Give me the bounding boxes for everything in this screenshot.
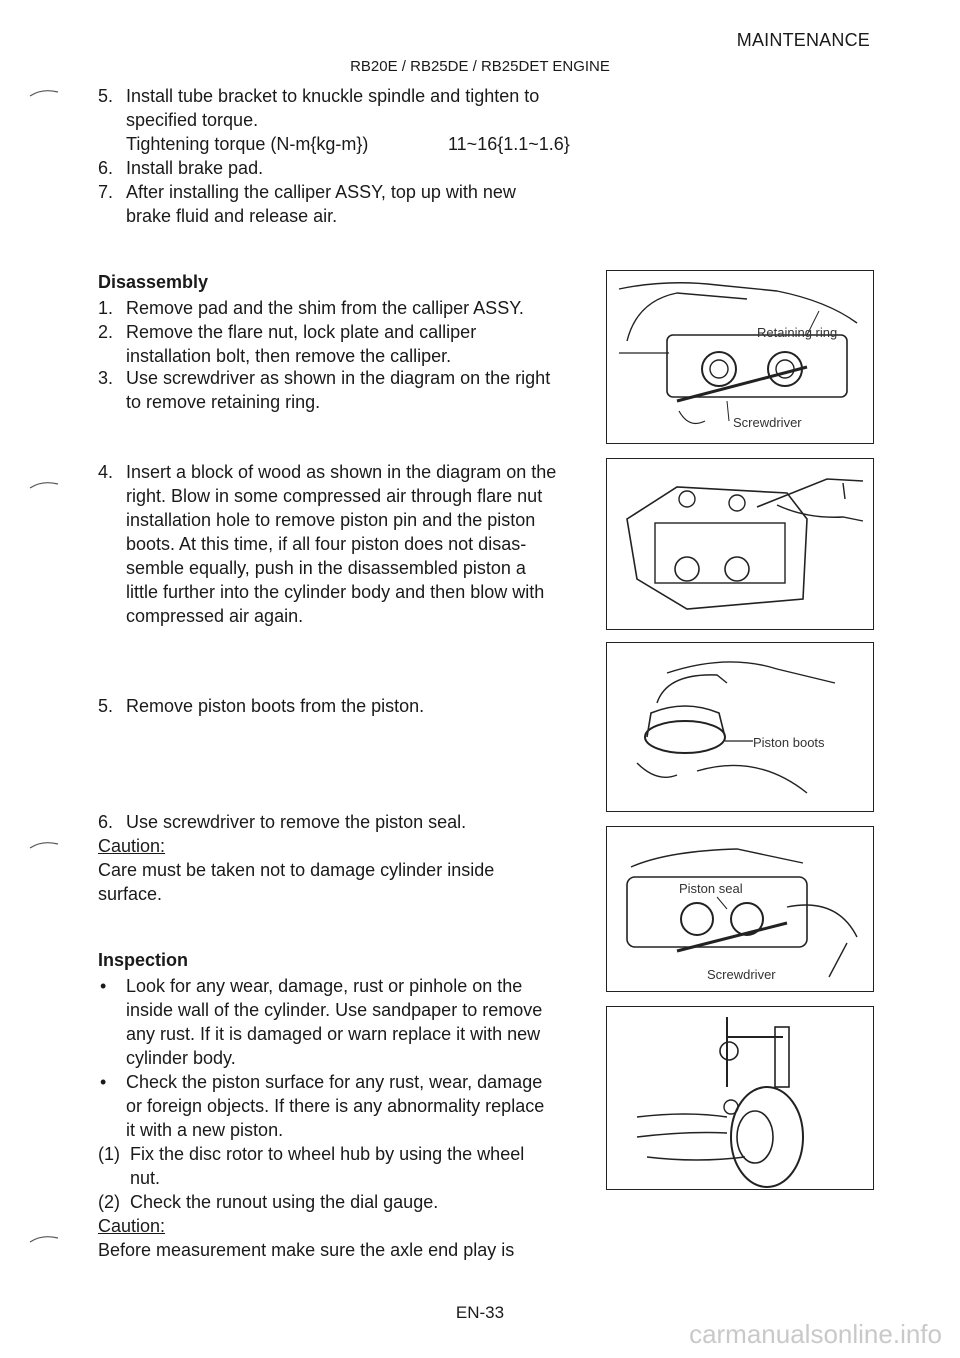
disassembly-step-4: 4. Insert a block of wood as shown in the diagram on the right. Blow in some compressed air through flare nut installation hole to remove piston pin and the piston boots. At this time, if all four piston does not disas- semble equally, push in the disassembled piston a little further into the cylinder body and then blow with compressed air again.	[98, 462, 557, 626]
fig3-label-piston-boots: Piston boots	[753, 735, 825, 750]
inspection-heading: Inspection	[98, 950, 189, 970]
install-step-7: 7. After installing the calliper ASSY, top up with new brake fluid and release air.	[98, 182, 516, 226]
inspection-bullet-2: • Check the piston surface for any rust, wear, damage or foreign objects. If there is any abnormality replace it with a new piston.	[100, 1072, 545, 1140]
dial-gauge-illustration	[607, 1007, 873, 1189]
disassembly-step-6: 6. Use screwdriver to remove the piston seal.	[98, 812, 467, 832]
caution-text-2: Before measurement make sure the axle end play is	[98, 1240, 515, 1260]
caliper-airgun-illustration	[607, 459, 873, 629]
install-step-5: 5. Install tube bracket to knuckle spindle and tighten to specified torque.	[98, 86, 540, 130]
section-title: MAINTENANCE	[736, 30, 870, 50]
caution-label-2: Caution:	[98, 1216, 166, 1236]
figure-dial-gauge	[606, 1006, 874, 1190]
margin-mark	[28, 86, 64, 100]
piston-seal-illustration	[607, 827, 873, 991]
fig1-label-screwdriver: Screwdriver	[733, 415, 802, 430]
torque-label: Tightening torque (N-m{kg-m})	[126, 134, 369, 154]
install-step-6: 6. Install brake pad.	[98, 158, 264, 178]
caution-text: Care must be taken not to damage cylinder inside surface.	[98, 860, 495, 904]
disassembly-heading: Disassembly	[98, 272, 209, 292]
inspection-sub-1: (1) Fix the disc rotor to wheel hub by using the wheel nut.	[98, 1144, 525, 1188]
inspection-bullet-1: • Look for any wear, damage, rust or pinhole on the inside wall of the cylinder. Use sandpaper to remove any rust. If it is damaged or warn replace it with new cylinder body.	[100, 976, 543, 1068]
disassembly-step-1: 1. Remove pad and the shim from the calliper ASSY.	[98, 298, 524, 318]
inspection-sub-2: (2) Check the runout using the dial gauge.	[98, 1192, 439, 1212]
fig4-label-screwdriver: Screwdriver	[707, 967, 776, 982]
disassembly-step-3: 3. Use screwdriver as shown in the diagram on the right to remove retaining ring.	[98, 368, 551, 412]
disassembly-step-2: 2. Remove the flare nut, lock plate and calliper installation bolt, then remove the calliper.	[98, 322, 477, 366]
caliper-screwdriver-illustration	[607, 271, 873, 443]
fig1-label-retaining-ring: Retaining ring	[757, 325, 838, 340]
disassembly-step-5: 5. Remove piston boots from the piston.	[98, 696, 425, 716]
margin-mark	[28, 478, 64, 492]
figure-compressed-air	[606, 458, 874, 630]
figure-piston-seal	[606, 826, 874, 992]
margin-mark	[28, 838, 64, 852]
torque-value: 11~16{1.1~1.6}	[448, 134, 570, 154]
watermark: carmanualsonline.info	[689, 1319, 942, 1349]
margin-mark	[28, 1232, 64, 1246]
page-number: EN-33	[455, 1303, 505, 1322]
fig4-label-piston-seal: Piston seal	[679, 881, 743, 896]
engine-title: RB20E / RB25DE / RB25DET ENGINE	[350, 58, 610, 75]
figure-retaining-ring	[606, 270, 874, 444]
piston-boots-illustration	[607, 643, 873, 811]
caution-label: Caution:	[98, 836, 166, 856]
figure-piston-boots	[606, 642, 874, 812]
